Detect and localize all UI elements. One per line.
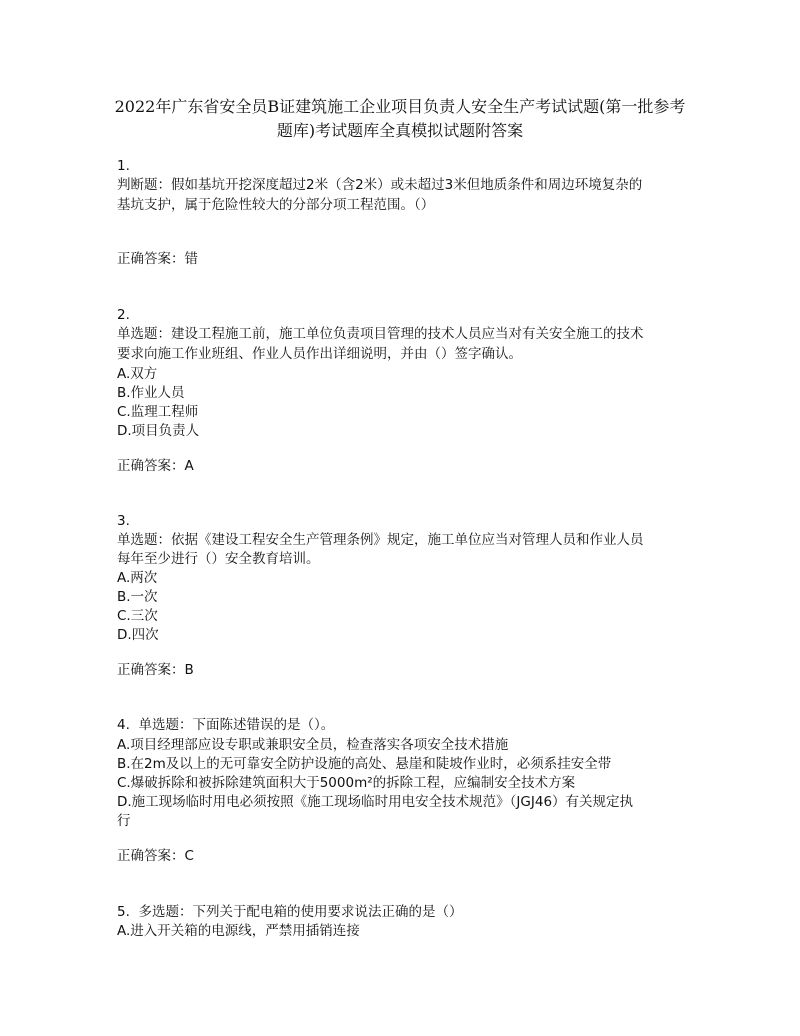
question-number: 5.: [117, 904, 130, 920]
option-line: A.进入开关箱的电源线，严禁用插销连接: [117, 923, 360, 939]
question-stem-line: 多选题：下列关于配电箱的使用要求说法正确的是（）: [138, 904, 463, 920]
option-line: D.施工现场临时用电必须按照《施工现场临时用电安全技术规范》（JGJ46）有关规定执: [117, 794, 634, 810]
option-line: B.作业人员: [117, 385, 185, 401]
option-line: B.一次: [117, 589, 158, 605]
question-number: 3.: [117, 513, 130, 529]
answer-line: 正确答案：A: [117, 458, 194, 474]
question-number: 2.: [117, 307, 130, 323]
option-line: A.双方: [117, 366, 158, 382]
option-line: D.四次: [117, 627, 159, 643]
question-stem-line: 判断题：假如基坑开挖深度超过2米（含2米）或未超过3米但地质条件和周边环境复杂的: [117, 177, 643, 193]
answer-line: 正确答案：C: [117, 848, 194, 864]
question-stem-line: 每年至少进行（）安全教育培训。: [117, 551, 320, 567]
question-stem-line: 单选题：依据《建设工程安全生产管理条例》规定，施工单位应当对管理人员和作业人员: [117, 532, 644, 548]
option-line: C.爆破拆除和被拆除建筑面积大于5000m²的拆除工程，应编制安全技术方案: [117, 775, 576, 791]
option-line: C.监理工程师: [117, 404, 199, 420]
option-line: B.在2m及以上的无可靠安全防护设施的高处、悬崖和陡坡作业时，必须系挂安全带: [117, 756, 612, 772]
title-line: 2022年广东省安全员B证建筑施工企业项目负责人安全生产考试试题(第一批参考: [114, 97, 686, 116]
question-stem-line: 单选题：建设工程施工前，施工单位负责项目管理的技术人员应当对有关安全施工的技术: [117, 326, 644, 342]
question-heading: [117, 903, 462, 922]
option-line: D.项目负责人: [117, 423, 200, 439]
answer-line: 正确答案：错: [117, 251, 198, 267]
question-stem-line: 基坑支护，属于危险性较大的分部分项工程范围。（）: [117, 197, 435, 213]
option-line: A.项目经理部应设专职或兼职安全员，检查落实各项安全技术措施: [117, 737, 509, 753]
question-stem-line: 单选题：下面陈述错误的是（）。: [138, 717, 335, 733]
option-line: A.两次: [117, 570, 158, 586]
title-line: 题库)考试题库全真模拟试题附答案: [276, 121, 524, 140]
question-heading: [117, 716, 334, 735]
question-number: 1.: [117, 158, 130, 174]
question-stem-line: 要求向施工作业班组、作业人员作出详细说明，并由（）签字确认。: [117, 346, 522, 362]
answer-line: 正确答案：B: [117, 662, 194, 678]
question-number: 4.: [117, 717, 130, 733]
option-line: C.三次: [117, 608, 158, 624]
option-line: 行: [117, 813, 131, 829]
page-title: [100, 95, 700, 143]
